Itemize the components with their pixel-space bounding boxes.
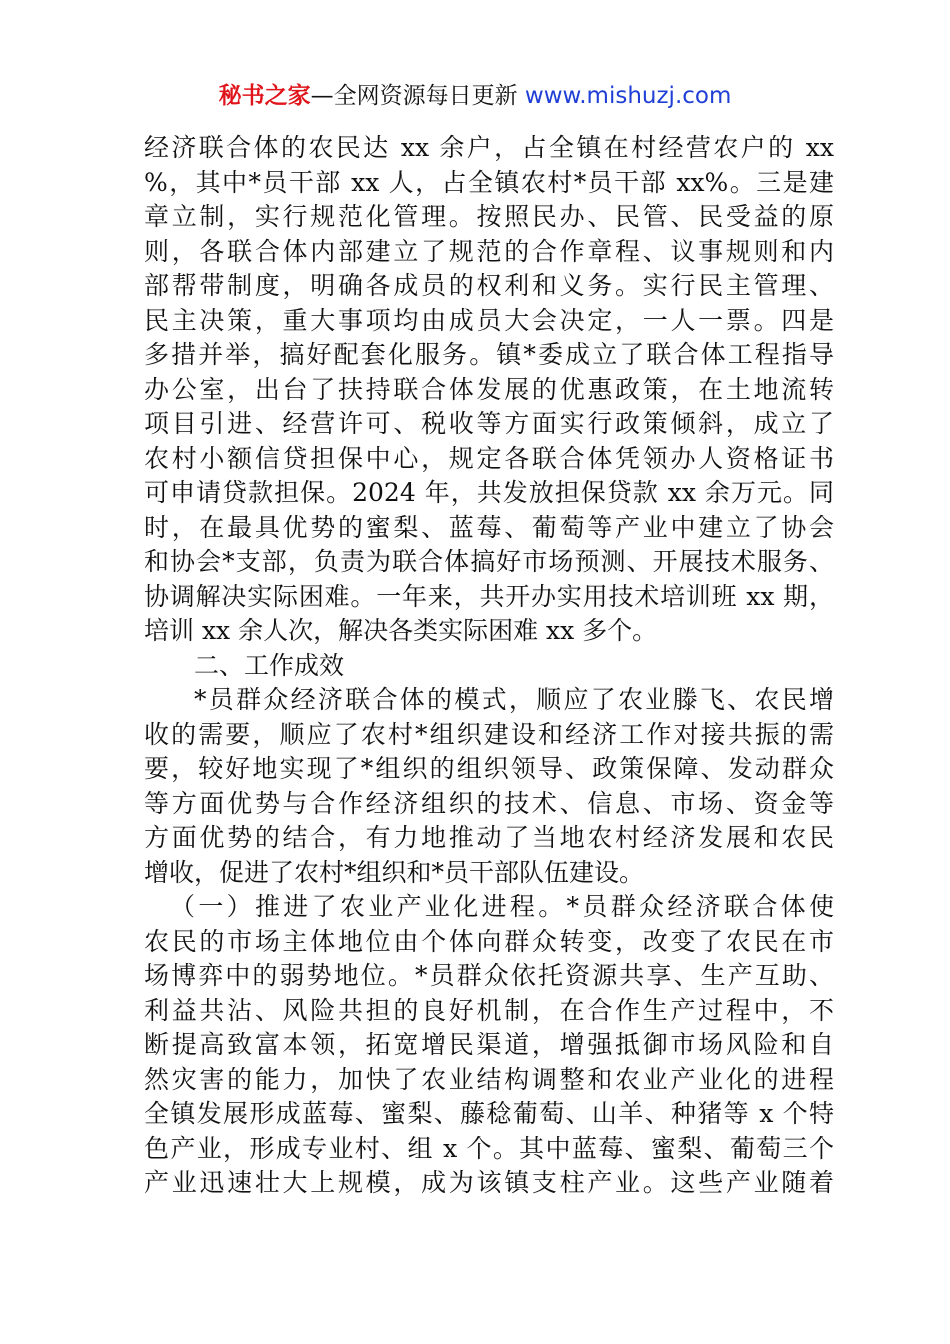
- text-line: 收的需要，顺应了农村*组织建设和经济工作对接共振的需: [144, 719, 834, 749]
- text-line: 可申请贷款担保。2024 年，共发放担保贷款 xx 余万元。同: [144, 478, 834, 507]
- text-line: 方面优势的结合，有力地推动了当地农村经济发展和农民: [144, 823, 834, 852]
- text-line: 农村小额信贷担保中心，规定各联合体凭领办人资格证书: [144, 443, 834, 473]
- text-line: 色产业，形成专业村、组 x 个。其中蓝莓、蜜梨、葡萄三个: [144, 1133, 834, 1163]
- text-line: 办公室，出台了扶持联合体发展的优惠政策，在土地流转: [144, 374, 834, 404]
- text-line: %，其中*员干部 xx 人，占全镇农村*员干部 xx%。三是建: [144, 167, 834, 197]
- subsection-line: （一）推进了农业产业化进程。*员群众经济联合体使: [170, 892, 834, 921]
- text-line: 则，各联合体内部建立了规范的合作章程、议事规则和内: [144, 236, 834, 266]
- site-brand: 秘书之家: [218, 83, 311, 109]
- text-line: 民主决策，重大事项均由成员大会决定，一人一票。四是: [144, 305, 834, 335]
- text-line: 等方面优势与合作经济组织的技术、信息、市场、资金等: [144, 788, 834, 818]
- text-line: 断提高致富本领，拓宽增民渠道，增强抵御市场风险和自: [144, 1030, 834, 1059]
- text-line: 章立制，实行规范化管理。按照民办、民管、民受益的原: [144, 202, 834, 231]
- text-line: 培训 xx 余人次，解决各类实际困难 xx 多个。: [144, 616, 658, 645]
- document-body: [144, 131, 834, 1201]
- text-line: 多措并举，搞好配套化服务。镇*委成立了联合体工程指导: [144, 340, 834, 369]
- section-heading: 二、工作成效: [194, 650, 345, 680]
- text-line: 项目引进、经营许可、税收等方面实行政策倾斜，成立了: [144, 409, 834, 438]
- site-url-link[interactable]: www.mishuzj.com: [524, 83, 732, 109]
- text-line: 经济联合体的农民达 xx 余户，占全镇在村经营农户的 xx: [144, 133, 834, 162]
- text-line: 场博弈中的弱势地位。*员群众依托资源共享、生产互助、: [144, 961, 834, 990]
- text-line: 利益共沾、风险共担的良好机制，在合作生产过程中，不: [144, 995, 834, 1025]
- text-line: 然灾害的能力，加快了农业结构调整和农业产业化的进程: [144, 1064, 834, 1094]
- site-header: [0, 80, 950, 112]
- text-line: *员群众经济联合体的模式，顺应了农业滕飞、农民增: [194, 685, 834, 714]
- text-line: 部帮带制度，明确各成员的权利和义务。实行民主管理、: [144, 271, 834, 300]
- site-tagline: —全网资源每日更新: [310, 83, 518, 109]
- text-line: 全镇发展形成蓝莓、蜜梨、藤稔葡萄、山羊、种猪等 x 个特: [144, 1099, 834, 1128]
- text-line: 时，在最具优势的蜜梨、蓝莓、葡萄等产业中建立了协会: [144, 512, 834, 542]
- text-line: 产业迅速壮大上规模，成为该镇支柱产业。这些产业随着: [144, 1168, 834, 1197]
- text-line: 要，较好地实现了*组织的组织领导、政策保障、发动群众: [144, 754, 834, 783]
- text-line: 协调解决实际困难。一年来，共开办实用技术培训班 xx 期，: [144, 581, 834, 611]
- text-line: 农民的市场主体地位由个体向群众转变，改变了农民在市: [144, 926, 834, 956]
- text-line: 增收，促进了农村*组织和*员干部队伍建设。: [144, 857, 645, 887]
- text-line: 和协会*支部，负责为联合体搞好市场预测、开展技术服务、: [144, 547, 834, 576]
